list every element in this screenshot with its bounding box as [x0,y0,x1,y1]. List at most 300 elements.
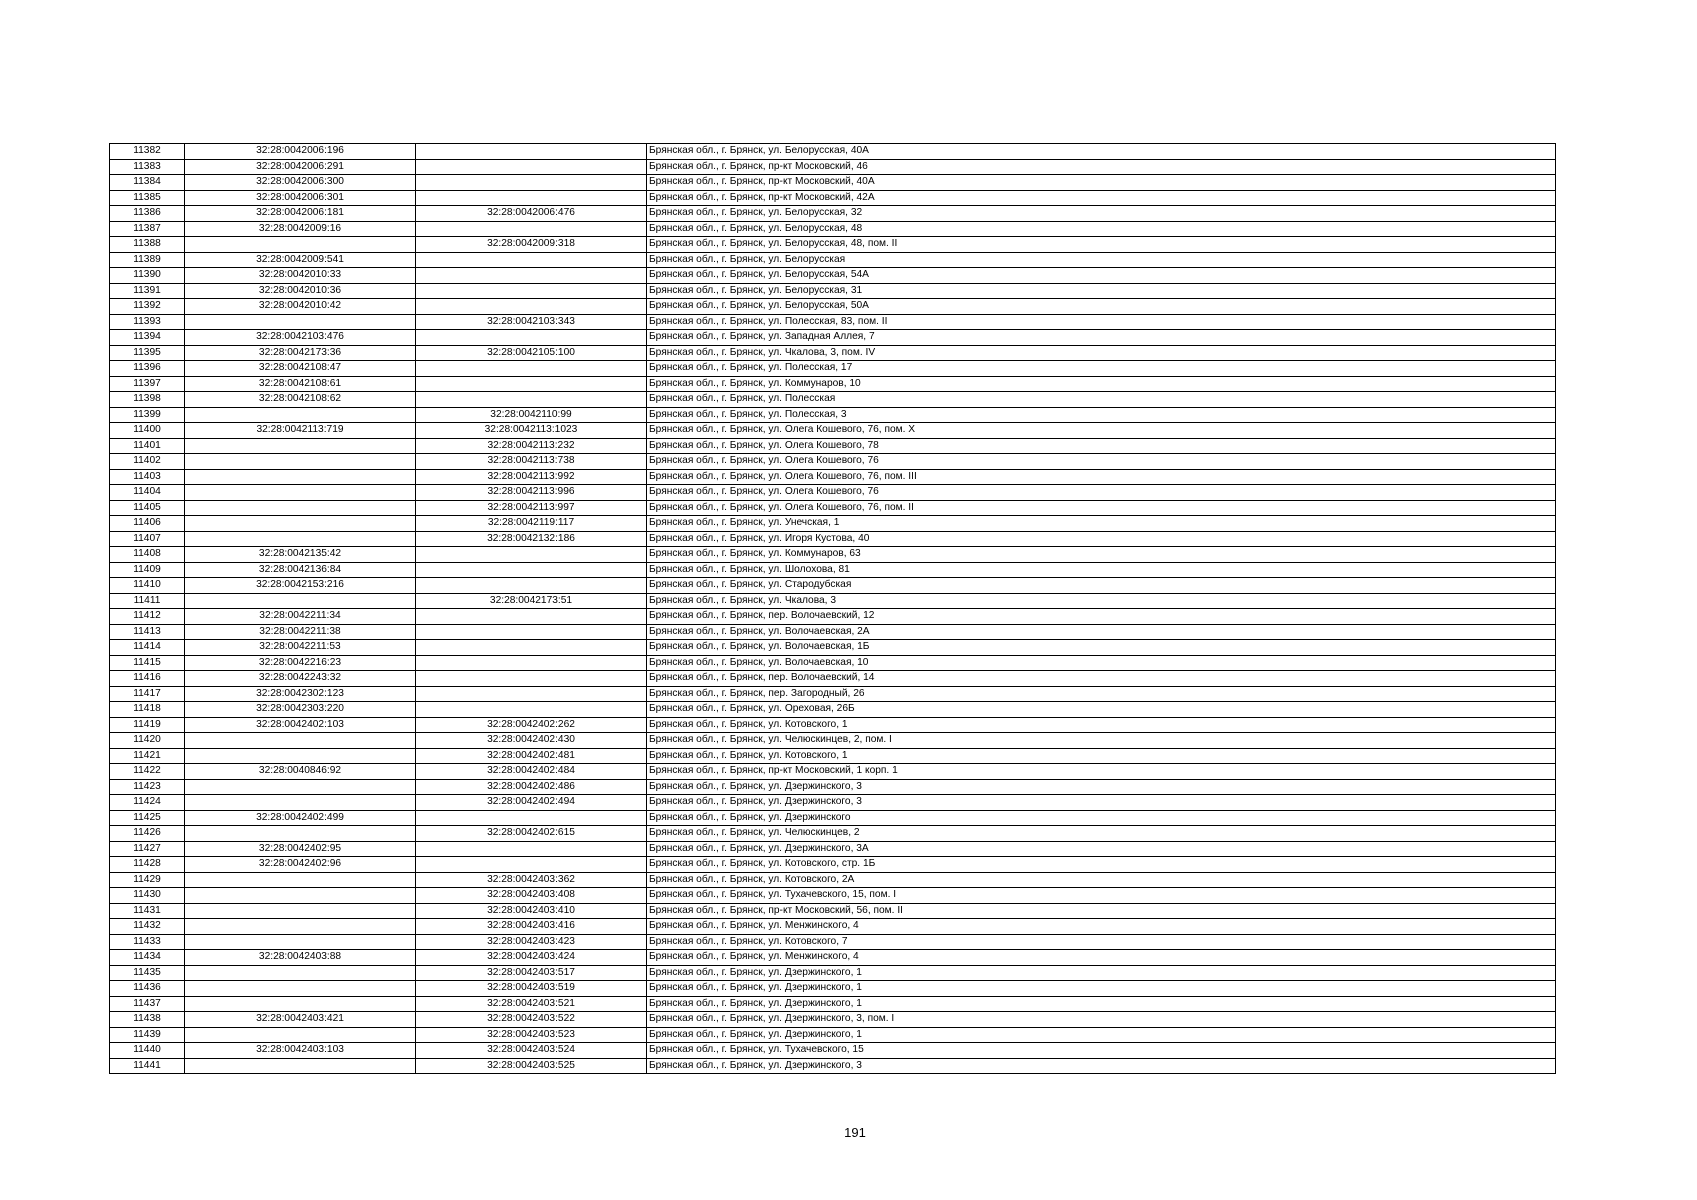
premises-cadastral-number-cell: 32:28:0042402:494 [416,795,647,811]
premises-cadastral-number-cell: 32:28:0042113:232 [416,438,647,454]
address-cell: Брянская обл., г. Брянск, ул. Дзержинского [647,810,1556,826]
cadastral-number-cell: 32:28:0042403:88 [185,950,416,966]
row-number-cell: 11392 [110,299,185,315]
premises-cadastral-number-cell: 32:28:0042113:997 [416,500,647,516]
table-row [110,655,1556,671]
address-cell: Брянская обл., г. Брянск, ул. Чкалова, 3, пом. IV [647,345,1556,361]
cadastral-number-cell: 32:28:0042402:103 [185,717,416,733]
cadastral-number-cell [185,795,416,811]
premises-cadastral-number-cell: 32:28:0042403:410 [416,903,647,919]
cadastral-number-cell [185,965,416,981]
address-cell: Брянская обл., г. Брянск, ул. Дзержинского, 3 [647,1058,1556,1074]
table-row [110,330,1556,346]
row-number-cell: 11387 [110,221,185,237]
table-row [110,423,1556,439]
row-number-cell: 11396 [110,361,185,377]
row-number-cell: 11439 [110,1027,185,1043]
cadastral-number-cell [185,779,416,795]
cadastral-number-cell [185,531,416,547]
cadastral-number-cell: 32:28:0042103:476 [185,330,416,346]
table-row [110,438,1556,454]
row-number-cell: 11430 [110,888,185,904]
table-row [110,609,1556,625]
table-row [110,268,1556,284]
table-row [110,795,1556,811]
address-cell: Брянская обл., г. Брянск, ул. Шолохова, 81 [647,562,1556,578]
premises-cadastral-number-cell [416,159,647,175]
cadastral-number-cell: 32:28:0042211:53 [185,640,416,656]
row-number-cell: 11420 [110,733,185,749]
premises-cadastral-number-cell [416,330,647,346]
premises-cadastral-number-cell: 32:28:0042402:486 [416,779,647,795]
cadastral-number-cell: 32:28:0042108:62 [185,392,416,408]
table-row [110,283,1556,299]
cadastral-number-cell [185,485,416,501]
premises-cadastral-number-cell [416,702,647,718]
cadastral-number-cell: 32:28:0042302:123 [185,686,416,702]
table-row [110,810,1556,826]
table-row [110,252,1556,268]
table-row [110,779,1556,795]
address-cell: Брянская обл., г. Брянск, ул. Коммунаров, 10 [647,376,1556,392]
premises-cadastral-number-cell [416,268,647,284]
table-row [110,1027,1556,1043]
table-row [110,671,1556,687]
row-number-cell: 11418 [110,702,185,718]
premises-cadastral-number-cell: 32:28:0042009:318 [416,237,647,253]
address-cell: Брянская обл., г. Брянск, ул. Дзержинского, 1 [647,981,1556,997]
row-number-cell: 11401 [110,438,185,454]
address-cell: Брянская обл., г. Брянск, ул. Игоря Кустова, 40 [647,531,1556,547]
premises-cadastral-number-cell [416,655,647,671]
premises-cadastral-number-cell: 32:28:0042113:996 [416,485,647,501]
address-cell: Брянская обл., г. Брянск, пр-кт Московский, 42А [647,190,1556,206]
table-row [110,748,1556,764]
cadastral-number-cell: 32:28:0042113:719 [185,423,416,439]
premises-cadastral-number-cell [416,640,647,656]
table-row [110,826,1556,842]
address-cell: Брянская обл., г. Брянск, ул. Котовского, 7 [647,934,1556,950]
premises-cadastral-number-cell [416,252,647,268]
cadastral-number-cell: 32:28:0042006:291 [185,159,416,175]
property-table-body [110,144,1556,1074]
table-row [110,159,1556,175]
premises-cadastral-number-cell: 32:28:0042403:524 [416,1043,647,1059]
cadastral-number-cell [185,593,416,609]
row-number-cell: 11421 [110,748,185,764]
table-row [110,392,1556,408]
cadastral-number-cell: 32:28:0042009:16 [185,221,416,237]
address-cell: Брянская обл., г. Брянск, пр-кт Московский, 56, пом. II [647,903,1556,919]
premises-cadastral-number-cell [416,221,647,237]
table-row [110,981,1556,997]
table-row [110,407,1556,423]
address-cell: Брянская обл., г. Брянск, ул. Менжинского, 4 [647,919,1556,935]
table-row [110,547,1556,563]
address-cell: Брянская обл., г. Брянск, ул. Олега Кошевого, 76 [647,485,1556,501]
premises-cadastral-number-cell: 32:28:0042403:424 [416,950,647,966]
premises-cadastral-number-cell: 32:28:0042113:1023 [416,423,647,439]
premises-cadastral-number-cell: 32:28:0042403:517 [416,965,647,981]
cadastral-number-cell [185,903,416,919]
row-number-cell: 11391 [110,283,185,299]
address-cell: Брянская обл., г. Брянск, ул. Дзержинского, 3 [647,779,1556,795]
address-cell: Брянская обл., г. Брянск, ул. Западная Аллея, 7 [647,330,1556,346]
row-number-cell: 11424 [110,795,185,811]
address-cell: Брянская обл., г. Брянск, ул. Коммунаров, 63 [647,547,1556,563]
address-cell: Брянская обл., г. Брянск, ул. Белорусская, 48 [647,221,1556,237]
address-cell: Брянская обл., г. Брянск, ул. Котовского, 1 [647,748,1556,764]
table-row [110,345,1556,361]
premises-cadastral-number-cell: 32:28:0042403:521 [416,996,647,1012]
premises-cadastral-number-cell [416,857,647,873]
premises-cadastral-number-cell: 32:28:0042113:992 [416,469,647,485]
address-cell: Брянская обл., г. Брянск, ул. Волочаевская, 1Б [647,640,1556,656]
row-number-cell: 11427 [110,841,185,857]
cadastral-number-cell [185,826,416,842]
address-cell: Брянская обл., г. Брянск, ул. Белорусская, 40А [647,144,1556,160]
row-number-cell: 11428 [110,857,185,873]
cadastral-number-cell: 32:28:0042402:95 [185,841,416,857]
table-row [110,593,1556,609]
table-row [110,841,1556,857]
address-cell: Брянская обл., г. Брянск, ул. Полесская, 3 [647,407,1556,423]
cadastral-number-cell: 32:28:0042402:499 [185,810,416,826]
premises-cadastral-number-cell [416,175,647,191]
table-row [110,562,1556,578]
cadastral-number-cell [185,500,416,516]
cadastral-number-cell [185,469,416,485]
table-row [110,996,1556,1012]
premises-cadastral-number-cell [416,686,647,702]
premises-cadastral-number-cell [416,810,647,826]
table-row [110,857,1556,873]
premises-cadastral-number-cell [416,562,647,578]
address-cell: Брянская обл., г. Брянск, пер. Волочаевский, 14 [647,671,1556,687]
row-number-cell: 11417 [110,686,185,702]
table-row [110,221,1556,237]
address-cell: Брянская обл., г. Брянск, ул. Челюскинцев, 2, пом. I [647,733,1556,749]
table-row [110,314,1556,330]
premises-cadastral-number-cell: 32:28:0042113:738 [416,454,647,470]
cadastral-number-cell: 32:28:0042108:47 [185,361,416,377]
premises-cadastral-number-cell [416,283,647,299]
cadastral-number-cell [185,407,416,423]
cadastral-number-cell: 32:28:0042006:196 [185,144,416,160]
row-number-cell: 11390 [110,268,185,284]
row-number-cell: 11405 [110,500,185,516]
address-cell: Брянская обл., г. Брянск, ул. Дзержинского, 3, пом. I [647,1012,1556,1028]
premises-cadastral-number-cell: 32:28:0042103:343 [416,314,647,330]
premises-cadastral-number-cell: 32:28:0042006:476 [416,206,647,222]
row-number-cell: 11409 [110,562,185,578]
cadastral-number-cell [185,748,416,764]
cadastral-number-cell: 32:28:0042303:220 [185,702,416,718]
cadastral-number-cell: 32:28:0042006:181 [185,206,416,222]
address-cell: Брянская обл., г. Брянск, ул. Полесская, 17 [647,361,1556,377]
premises-cadastral-number-cell: 32:28:0042402:615 [416,826,647,842]
table-row [110,500,1556,516]
premises-cadastral-number-cell [416,190,647,206]
cadastral-number-cell: 32:28:0042010:33 [185,268,416,284]
cadastral-number-cell: 32:28:0042403:421 [185,1012,416,1028]
table-row [110,578,1556,594]
row-number-cell: 11436 [110,981,185,997]
address-cell: Брянская обл., г. Брянск, ул. Унечская, 1 [647,516,1556,532]
row-number-cell: 11440 [110,1043,185,1059]
address-cell: Брянская обл., г. Брянск, ул. Белорусская, 31 [647,283,1556,299]
premises-cadastral-number-cell: 32:28:0042403:423 [416,934,647,950]
premises-cadastral-number-cell [416,361,647,377]
premises-cadastral-number-cell: 32:28:0042119:117 [416,516,647,532]
cadastral-number-cell: 32:28:0042009:541 [185,252,416,268]
row-number-cell: 11433 [110,934,185,950]
page-number: 191 [844,1125,866,1140]
premises-cadastral-number-cell [416,547,647,563]
premises-cadastral-number-cell: 32:28:0042402:481 [416,748,647,764]
premises-cadastral-number-cell: 32:28:0042403:523 [416,1027,647,1043]
cadastral-number-cell: 32:28:0042211:34 [185,609,416,625]
table-row [110,686,1556,702]
address-cell: Брянская обл., г. Брянск, ул. Белорусская, 48, пом. II [647,237,1556,253]
row-number-cell: 11423 [110,779,185,795]
row-number-cell: 11399 [110,407,185,423]
address-cell: Брянская обл., г. Брянск, ул. Дзержинского, 1 [647,1027,1556,1043]
cadastral-number-cell [185,934,416,950]
premises-cadastral-number-cell: 32:28:0042403:408 [416,888,647,904]
address-cell: Брянская обл., г. Брянск, ул. Менжинского, 4 [647,950,1556,966]
cadastral-number-cell: 32:28:0040846:92 [185,764,416,780]
cadastral-number-cell: 32:28:0042136:84 [185,562,416,578]
table-row [110,485,1556,501]
row-number-cell: 11404 [110,485,185,501]
table-row [110,888,1556,904]
address-cell: Брянская обл., г. Брянск, ул. Дзержинского, 3А [647,841,1556,857]
row-number-cell: 11403 [110,469,185,485]
row-number-cell: 11415 [110,655,185,671]
table-row [110,717,1556,733]
table-row [110,206,1556,222]
address-cell: Брянская обл., г. Брянск, ул. Котовского, стр. 1Б [647,857,1556,873]
address-cell: Брянская обл., г. Брянск, ул. Дзержинского, 1 [647,996,1556,1012]
address-cell: Брянская обл., г. Брянск, ул. Волочаевская, 2А [647,624,1556,640]
cadastral-number-cell: 32:28:0042243:32 [185,671,416,687]
table-row [110,702,1556,718]
table-row [110,1043,1556,1059]
row-number-cell: 11431 [110,903,185,919]
table-row [110,175,1556,191]
table-row [110,190,1556,206]
address-cell: Брянская обл., г. Брянск, ул. Олега Кошевого, 76, пом. X [647,423,1556,439]
row-number-cell: 11413 [110,624,185,640]
address-cell: Брянская обл., г. Брянск, пр-кт Московский, 46 [647,159,1556,175]
premises-cadastral-number-cell [416,578,647,594]
address-cell: Брянская обл., г. Брянск, ул. Белорусская, 50А [647,299,1556,315]
address-cell: Брянская обл., г. Брянск, пер. Загородный, 26 [647,686,1556,702]
address-cell: Брянская обл., г. Брянск, пр-кт Московский, 40А [647,175,1556,191]
row-number-cell: 11438 [110,1012,185,1028]
cadastral-number-cell [185,454,416,470]
premises-cadastral-number-cell [416,392,647,408]
table-row [110,1012,1556,1028]
row-number-cell: 11414 [110,640,185,656]
table-row [110,764,1556,780]
row-number-cell: 11388 [110,237,185,253]
table-row [110,454,1556,470]
table-row [110,919,1556,935]
row-number-cell: 11432 [110,919,185,935]
table-row [110,516,1556,532]
premises-cadastral-number-cell: 32:28:0042403:522 [416,1012,647,1028]
premises-cadastral-number-cell [416,299,647,315]
row-number-cell: 11411 [110,593,185,609]
row-number-cell: 11416 [110,671,185,687]
cadastral-number-cell: 32:28:0042006:301 [185,190,416,206]
address-cell: Брянская обл., г. Брянск, ул. Олега Кошевого, 76 [647,454,1556,470]
address-cell: Брянская обл., г. Брянск, ул. Олега Кошевого, 76, пом. II [647,500,1556,516]
cadastral-number-cell: 32:28:0042211:38 [185,624,416,640]
row-number-cell: 11419 [110,717,185,733]
cadastral-number-cell [185,919,416,935]
premises-cadastral-number-cell [416,624,647,640]
row-number-cell: 11385 [110,190,185,206]
premises-cadastral-number-cell [416,671,647,687]
cadastral-number-cell [185,1027,416,1043]
cadastral-number-cell: 32:28:0042135:42 [185,547,416,563]
premises-cadastral-number-cell: 32:28:0042403:362 [416,872,647,888]
row-number-cell: 11389 [110,252,185,268]
address-cell: Брянская обл., г. Брянск, пер. Волочаевский, 12 [647,609,1556,625]
address-cell: Брянская обл., г. Брянск, ул. Стародубская [647,578,1556,594]
cadastral-number-cell [185,314,416,330]
row-number-cell: 11402 [110,454,185,470]
cadastral-number-cell: 32:28:0042010:36 [185,283,416,299]
cadastral-number-cell [185,888,416,904]
cadastral-number-cell: 32:28:0042402:96 [185,857,416,873]
row-number-cell: 11434 [110,950,185,966]
cadastral-number-cell: 32:28:0042173:36 [185,345,416,361]
table-row [110,1058,1556,1074]
table-row [110,733,1556,749]
row-number-cell: 11429 [110,872,185,888]
cadastral-number-cell: 32:28:0042216:23 [185,655,416,671]
table-row [110,934,1556,950]
table-row [110,237,1556,253]
address-cell: Брянская обл., г. Брянск, ул. Олега Кошевого, 76, пом. III [647,469,1556,485]
premises-cadastral-number-cell: 32:28:0042110:99 [416,407,647,423]
address-cell: Брянская обл., г. Брянск, ул. Дзержинского, 3 [647,795,1556,811]
property-table [109,143,1556,1074]
premises-cadastral-number-cell [416,609,647,625]
cadastral-number-cell [185,981,416,997]
row-number-cell: 11408 [110,547,185,563]
address-cell: Брянская обл., г. Брянск, ул. Белорусская, 32 [647,206,1556,222]
cadastral-number-cell: 32:28:0042403:103 [185,1043,416,1059]
row-number-cell: 11425 [110,810,185,826]
row-number-cell: 11426 [110,826,185,842]
table-row [110,624,1556,640]
row-number-cell: 11394 [110,330,185,346]
premises-cadastral-number-cell [416,144,647,160]
address-cell: Брянская обл., г. Брянск, ул. Тухачевского, 15 [647,1043,1556,1059]
row-number-cell: 11437 [110,996,185,1012]
row-number-cell: 11422 [110,764,185,780]
premises-cadastral-number-cell: 32:28:0042105:100 [416,345,647,361]
cadastral-number-cell [185,996,416,1012]
row-number-cell: 11397 [110,376,185,392]
row-number-cell: 11398 [110,392,185,408]
address-cell: Брянская обл., г. Брянск, ул. Полесская, 83, пом. II [647,314,1556,330]
premises-cadastral-number-cell: 32:28:0042402:430 [416,733,647,749]
premises-cadastral-number-cell: 32:28:0042402:484 [416,764,647,780]
premises-cadastral-number-cell: 32:28:0042403:519 [416,981,647,997]
table-row [110,144,1556,160]
row-number-cell: 11393 [110,314,185,330]
row-number-cell: 11406 [110,516,185,532]
table-row [110,965,1556,981]
row-number-cell: 11410 [110,578,185,594]
table-row [110,950,1556,966]
table-row [110,531,1556,547]
address-cell: Брянская обл., г. Брянск, ул. Белорусская, 54А [647,268,1556,284]
row-number-cell: 11407 [110,531,185,547]
cadastral-number-cell [185,438,416,454]
cadastral-number-cell [185,516,416,532]
address-cell: Брянская обл., г. Брянск, ул. Ореховая, 26Б [647,702,1556,718]
cadastral-number-cell [185,237,416,253]
cadastral-number-cell [185,1058,416,1074]
row-number-cell: 11386 [110,206,185,222]
row-number-cell: 11395 [110,345,185,361]
address-cell: Брянская обл., г. Брянск, ул. Котовского, 2А [647,872,1556,888]
address-cell: Брянская обл., г. Брянск, ул. Полесская [647,392,1556,408]
cadastral-number-cell: 32:28:0042006:300 [185,175,416,191]
row-number-cell: 11382 [110,144,185,160]
cadastral-number-cell: 32:28:0042153:216 [185,578,416,594]
premises-cadastral-number-cell: 32:28:0042173:51 [416,593,647,609]
row-number-cell: 11383 [110,159,185,175]
address-cell: Брянская обл., г. Брянск, ул. Белорусская [647,252,1556,268]
address-cell: Брянская обл., г. Брянск, ул. Котовского, 1 [647,717,1556,733]
table-row [110,872,1556,888]
cadastral-number-cell: 32:28:0042010:42 [185,299,416,315]
row-number-cell: 11435 [110,965,185,981]
address-cell: Брянская обл., г. Брянск, ул. Тухачевского, 15, пом. I [647,888,1556,904]
table-row [110,640,1556,656]
row-number-cell: 11384 [110,175,185,191]
cadastral-number-cell: 32:28:0042108:61 [185,376,416,392]
row-number-cell: 11412 [110,609,185,625]
premises-cadastral-number-cell [416,841,647,857]
row-number-cell: 11441 [110,1058,185,1074]
address-cell: Брянская обл., г. Брянск, ул. Чкалова, 3 [647,593,1556,609]
address-cell: Брянская обл., г. Брянск, ул. Олега Кошевого, 78 [647,438,1556,454]
premises-cadastral-number-cell: 32:28:0042402:262 [416,717,647,733]
table-row [110,469,1556,485]
table-row [110,903,1556,919]
premises-cadastral-number-cell [416,376,647,392]
table-row [110,361,1556,377]
table-row [110,299,1556,315]
table-row [110,376,1556,392]
address-cell: Брянская обл., г. Брянск, ул. Волочаевская, 10 [647,655,1556,671]
premises-cadastral-number-cell: 32:28:0042132:186 [416,531,647,547]
row-number-cell: 11400 [110,423,185,439]
address-cell: Брянская обл., г. Брянск, пр-кт Московский, 1 корп. 1 [647,764,1556,780]
premises-cadastral-number-cell: 32:28:0042403:416 [416,919,647,935]
cadastral-number-cell [185,733,416,749]
cadastral-number-cell [185,872,416,888]
